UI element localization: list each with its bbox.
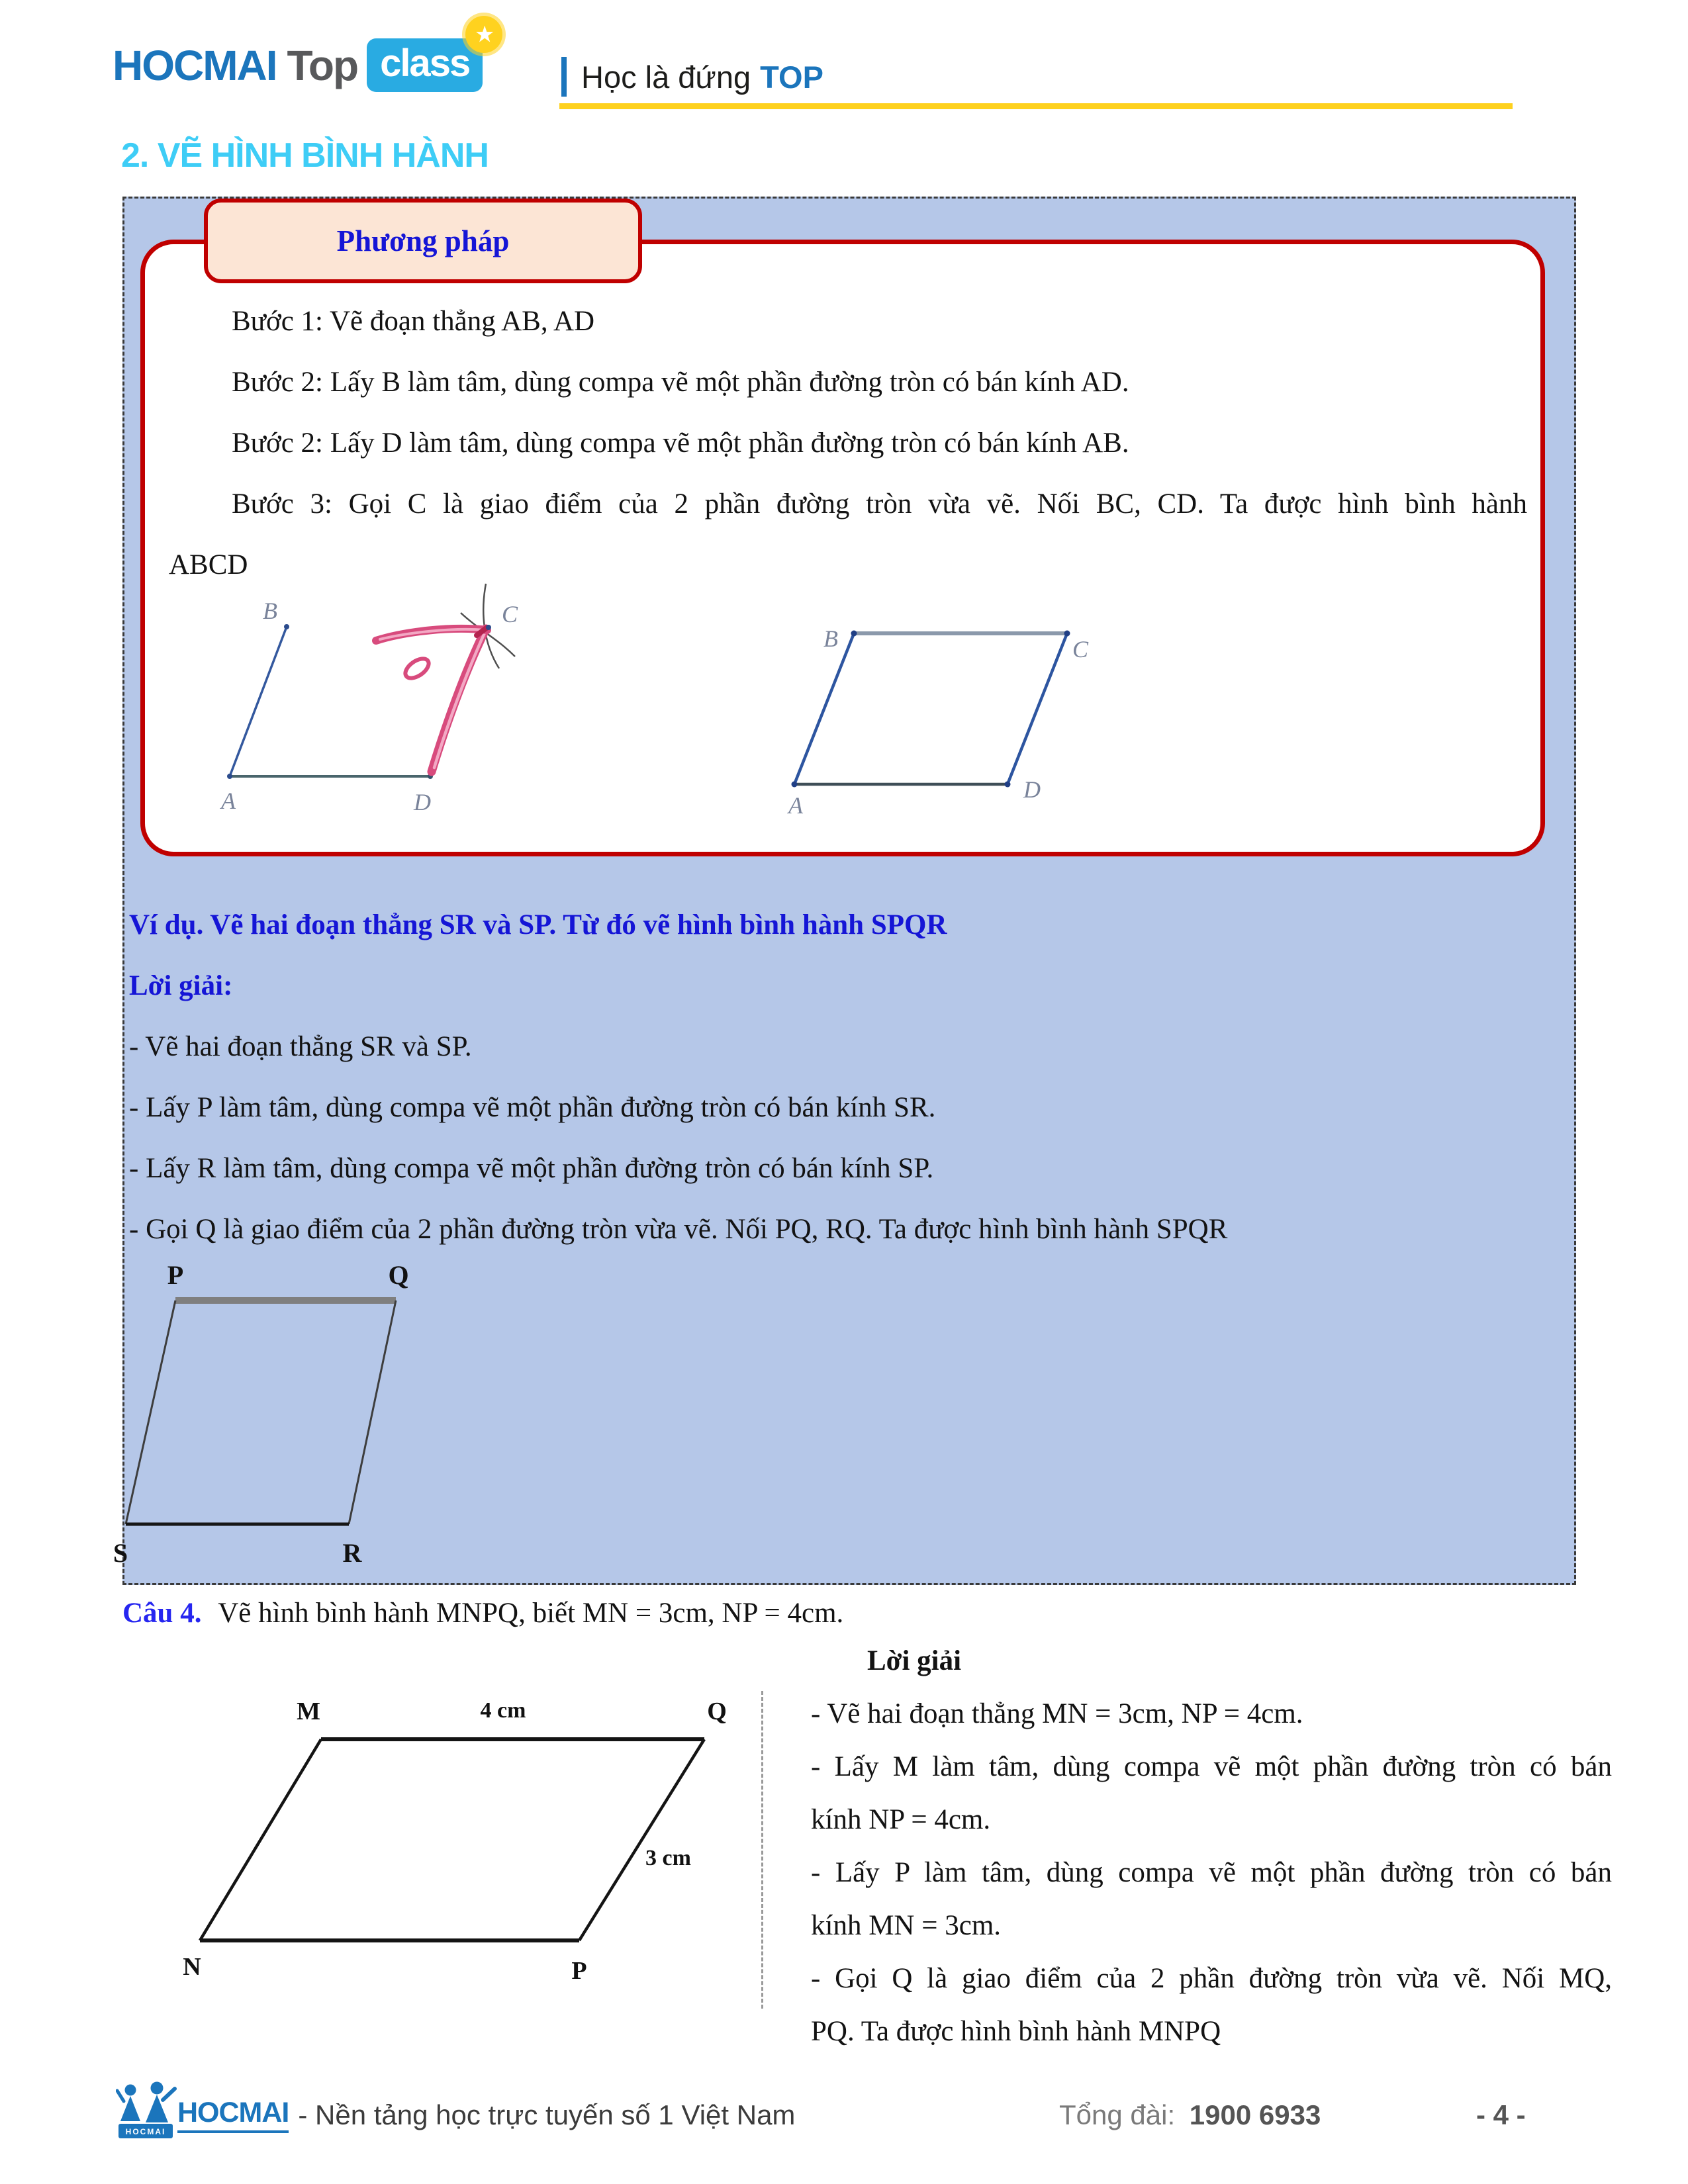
mnpq-figure xyxy=(152,1681,781,1992)
spqr-figure xyxy=(99,1238,695,1572)
construction-figure xyxy=(199,569,728,837)
compass-hinge xyxy=(402,655,432,682)
example-solution-label: Lời giải: xyxy=(129,970,233,1001)
vertex-label-a: A xyxy=(788,792,803,819)
vertex-label-q: Q xyxy=(388,1260,409,1290)
star-badge-icon: ★ xyxy=(465,16,502,53)
solution-line: kính NP = 4cm. xyxy=(811,1804,991,1835)
vertex-label-s: S xyxy=(113,1538,128,1568)
tagline xyxy=(561,57,823,97)
question4-solution xyxy=(811,1635,1612,2058)
question4-text: Vẽ hình bình hành MNPQ, biết MN = 3cm, NP = 4cm. xyxy=(218,1598,844,1629)
vertex-label-m: M xyxy=(297,1698,320,1725)
method-step-line: Bước 1: Vẽ đoạn thẳng AB, AD xyxy=(232,306,595,337)
tagline-text: Học là đứng xyxy=(581,59,751,95)
vertex-label-d: D xyxy=(414,789,431,815)
logo-class-text: class xyxy=(380,42,470,85)
solution-line: kính MN = 3cm. xyxy=(811,1910,1002,1941)
vertex-dot xyxy=(486,625,491,630)
method-label: Phương pháp xyxy=(204,199,642,283)
hotline-number: 1900 6933 xyxy=(1189,2099,1321,2130)
figure-background xyxy=(152,1681,781,1992)
method-steps xyxy=(169,291,1527,596)
footer-logo-icon xyxy=(116,2081,179,2148)
example-line: - Lấy R làm tâm, dùng compa vẽ một phần đường tròn có bán kính SP. xyxy=(129,1153,934,1184)
vertex-label-p: P xyxy=(571,1957,587,1985)
edge-qr xyxy=(349,1300,396,1524)
segment-ab xyxy=(230,627,287,776)
example-line: - Gọi Q là giao điểm của 2 phần đường tròn vừa vẽ. Nối PQ, RQ. Ta được hình bình hành SPQR xyxy=(129,1214,1228,1245)
measure-label-side: 3 cm xyxy=(645,1846,691,1870)
vertex-label-q: Q xyxy=(707,1698,727,1725)
page-number: - 4 - xyxy=(1476,2099,1526,2130)
example-block xyxy=(129,895,1559,1260)
measure-label-top: 4 cm xyxy=(480,1698,526,1723)
solution-line: - Lấy P làm tâm, dùng compa vẽ một phần đường tròn có bán xyxy=(811,1857,1612,1888)
example-line: - Vẽ hai đoạn thẳng SR và SP. xyxy=(129,1031,472,1062)
vertex-label-p: P xyxy=(167,1260,184,1290)
logo-class-badge xyxy=(367,23,492,92)
example-title: Ví dụ. Vẽ hai đoạn thẳng SR và SP. Từ đó vẽ hình bình hành SPQR xyxy=(129,909,947,940)
solution-heading: Lời giải xyxy=(867,1645,962,1676)
vertex-label-d: D xyxy=(1023,776,1041,803)
method-step-line: Bước 2: Lấy D làm tâm, dùng compa vẽ một phần đường tròn có bán kính AB. xyxy=(232,428,1129,459)
footer-brand-row xyxy=(177,2097,795,2133)
vertex-dot xyxy=(284,624,289,629)
solution-line: - Vẽ hai đoạn thẳng MN = 3cm, NP = 4cm. xyxy=(811,1698,1303,1729)
header-underline xyxy=(559,103,1513,109)
vertex-label-b: B xyxy=(823,625,838,652)
vertex-dot xyxy=(851,631,857,637)
solution-line: - Gọi Q là giao điểm của 2 phần đường tròn vừa vẽ. Nối MQ, xyxy=(811,1963,1612,1994)
footer-brand: HOCMAI xyxy=(177,2097,289,2133)
svg-text:HOCMAI: HOCMAI xyxy=(125,2127,166,2136)
figure-text-divider xyxy=(761,1691,763,2009)
vertex-label-b: B xyxy=(263,598,277,624)
solution-line: - Lấy M làm tâm, dùng compa vẽ một phần đường tròn có bán xyxy=(811,1751,1612,1782)
method-step-line: ABCD xyxy=(169,549,248,580)
vertex-label-c: C xyxy=(1072,636,1089,662)
method-step-line: Bước 3: Gọi C là giao điểm của 2 phần đường tròn vừa vẽ. Nối BC, CD. Ta được hình bình hành xyxy=(232,488,1527,520)
example-line: - Lấy P làm tâm, dùng compa vẽ một phần đường tròn có bán kính SR. xyxy=(129,1092,936,1123)
edge-ab xyxy=(794,633,854,784)
question4-line xyxy=(122,1594,843,1633)
edge-dc xyxy=(1008,633,1067,784)
hotline-label: Tổng đài: xyxy=(1059,2099,1176,2130)
method-step-line: Bước 2: Lấy B làm tâm, dùng compa vẽ một phần đường tròn có bán kính AD. xyxy=(232,367,1129,398)
logo-top-text: Top xyxy=(287,41,358,89)
vertex-dot xyxy=(1005,782,1011,788)
vertex-dot xyxy=(227,774,232,779)
tagline-separator-bar xyxy=(561,57,567,97)
vertex-label-c: C xyxy=(502,601,518,627)
parallelogram-abcd-figure xyxy=(761,586,1264,821)
logo-hocmai-text: HOCMAI xyxy=(113,41,277,89)
header-logo xyxy=(113,23,492,92)
vertex-label-a: A xyxy=(221,788,236,814)
footer-hotline xyxy=(1059,2099,1321,2131)
vertex-label-r: R xyxy=(342,1538,362,1568)
tagline-highlight: TOP xyxy=(760,59,823,95)
vertex-dot xyxy=(792,782,798,788)
footer-brand-suffix: - Nền tảng học trực tuyến số 1 Việt Nam xyxy=(298,2099,796,2130)
page-title: 2. VẼ HÌNH BÌNH HÀNH xyxy=(121,136,489,175)
vertex-dot xyxy=(1064,631,1070,637)
solution-line: PQ. Ta được hình bình hành MNPQ xyxy=(811,2016,1221,2047)
edge-ps xyxy=(126,1300,175,1524)
question4-label: Câu 4. xyxy=(122,1598,202,1629)
vertex-label-n: N xyxy=(183,1953,201,1981)
